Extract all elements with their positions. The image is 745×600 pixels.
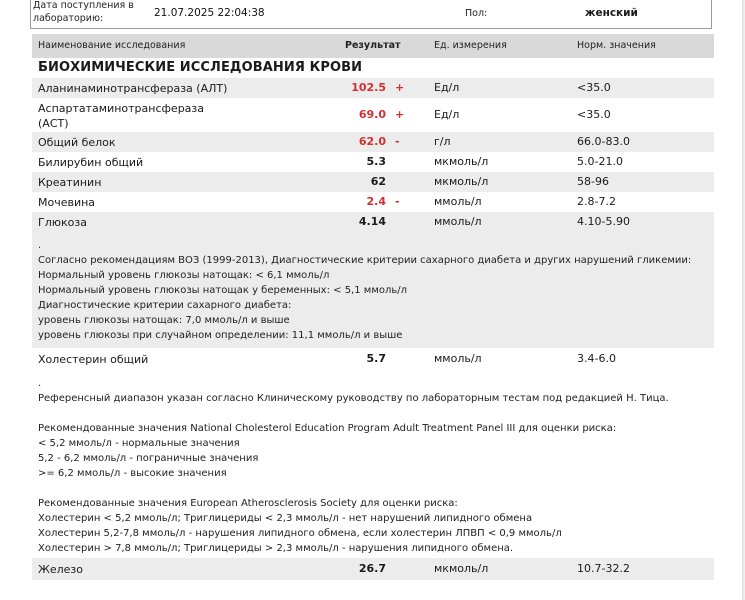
sex-label: Пол: [465,8,488,19]
test-unit: мкмоль/л [434,155,489,168]
abnormal-flag: - [395,135,400,148]
test-unit: ммоль/л [434,195,482,208]
test-value: 26.7 [358,562,386,575]
test-norm: <35.0 [577,81,611,94]
test-unit: г/л [434,135,451,148]
note-line: Холестерин < 5,2 ммоль/л; Триглицериды < 2,3 ммоль/л - нет нарушений липидного обмена [38,513,533,524]
test-value: 5.7 [366,352,386,365]
glucose-note [32,234,714,348]
test-unit: Ед/л [434,81,460,94]
test-value: 62.0 [358,135,386,148]
table-header [32,34,714,58]
table-row [32,152,714,172]
test-name: Общий белок [38,136,116,149]
test-norm: <35.0 [577,108,611,121]
test-value: 4.14 [358,215,386,228]
test-name: Билирубин общий [38,156,144,169]
sex-value: женский [585,7,638,19]
table-row [32,172,714,192]
note-line: Рекомендованные значения European Atherosclerosis Society для оценки риска: [38,498,458,509]
header-norm: Норм. значения [577,40,656,51]
header-unit: Ед. измерения [434,40,507,51]
test-norm: 58-96 [577,175,609,188]
table-row [32,98,714,132]
note-line: >= 6,2 ммоль/л - высокие значения [38,468,227,479]
test-value: 69.0 [358,108,386,121]
table-row [32,192,714,212]
note-line: . [38,240,42,251]
lab-report-page [32,0,714,600]
arrival-datetime: 21.07.2025 22:04:38 [154,7,265,19]
table-row [32,132,714,152]
note-line: Референсный диапазон указан согласно Клиническому руководству по лабораторным тестам под редакцией Н. Тица. [38,393,669,404]
note-gap [38,481,714,496]
test-name: Мочевина [38,196,96,209]
test-norm: 2.8-7.2 [577,195,616,208]
table-row [32,212,714,234]
note-gap [38,406,714,421]
section-title: БИОХИМИЧЕСКИЕ ИССЛЕДОВАНИЯ КРОВИ [38,60,363,75]
note-line: Нормальный уровень глюкозы натощак у беременных: < 5,1 ммоль/л [38,285,408,296]
test-value: 102.5 [351,81,386,94]
table-row [32,348,714,370]
note-line: . [38,378,42,389]
abnormal-flag: + [395,108,405,121]
test-norm: 5.0-21.0 [577,155,623,168]
test-name: Железо [38,563,83,576]
test-norm: 66.0-83.0 [577,135,630,148]
test-name: Аспартатаминотрансфераза (АСТ) [38,102,205,130]
test-unit: мкмоль/л [434,175,489,188]
abnormal-flag: - [395,195,400,208]
test-norm: 3.4-6.0 [577,352,616,365]
patient-info-block [30,0,712,29]
test-norm: 10.7-32.2 [577,562,630,575]
table-row [32,558,714,580]
header-name: Наименование исследования [38,40,186,51]
note-line: Согласно рекомендациям ВОЗ (1999-2013), Диагностические критерии сахарного диабета и других нарушений гликемии: [38,255,692,266]
test-norm: 4.10-5.90 [577,215,630,228]
test-value: 2.4 [366,195,386,208]
test-unit: Ед/л [434,108,460,121]
test-name: Глюкоза [38,216,87,229]
note-line: уровень глюкозы при случайном определении: 11,1 ммоль/л и выше [38,330,403,341]
test-name: Аланинаминотрансфераза (АЛТ) [38,82,228,95]
table-row [32,78,714,98]
note-line: 5,2 - 6,2 ммоль/л - пограничные значения [38,453,259,464]
note-line: Нормальный уровень глюкозы натощак: < 6,1 ммоль/л [38,270,330,281]
header-result: Результат [345,40,401,51]
test-unit: ммоль/л [434,215,482,228]
test-unit: мкмоль/л [434,562,489,575]
note-line: Холестерин 5,2-7,8 ммоль/л - нарушения липидного обмена, если холестерин ЛПВП < 0,9 ммоль/л [38,528,562,539]
test-value: 5.3 [366,155,386,168]
arrival-label: Дата поступления в лабораторию: [33,0,134,24]
abnormal-flag: + [395,81,405,94]
cholesterol-note [32,376,714,556]
test-name: Креатинин [38,176,102,189]
test-value: 62 [370,175,386,188]
note-line: Диагностические критерии сахарного диабета: [38,300,292,311]
note-line: Рекомендованные значения National Cholesterol Education Program Adult Treatment Panel III для оценки риска: [38,423,617,434]
note-line: уровень глюкозы натощак: 7,0 ммоль/л и выше [38,315,290,326]
test-unit: ммоль/л [434,352,482,365]
note-line: < 5,2 ммоль/л - нормальные значения [38,438,240,449]
test-name: Холестерин общий [38,353,149,366]
note-line: Холестерин > 7,8 ммоль/л; Триглицериды > 2,3 ммоль/л - нарушения липидного обмена. [38,543,514,554]
